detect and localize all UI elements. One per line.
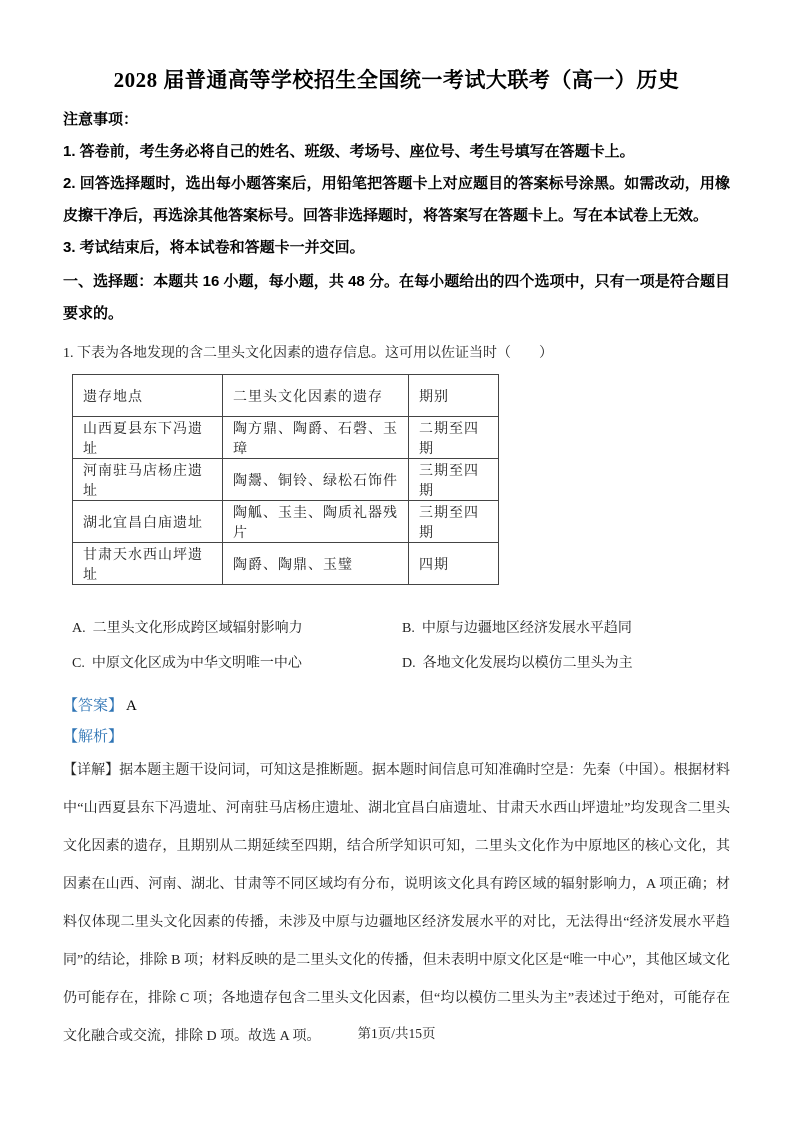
option-c [72, 652, 402, 676]
detail-paragraph [63, 752, 730, 1056]
option-a [72, 617, 402, 641]
table-row [73, 459, 499, 501]
answer-line [63, 694, 730, 718]
table-cell-relics: 陶方鼎、陶爵、石磬、玉璋 [223, 417, 409, 459]
notice-item-3: 3. 考试结束后，将本试卷和答题卡一并交回。 [63, 239, 365, 256]
detail-text: 据本题主题干设问词，可知这是推断题。据本题时间信息可知准确时空是：先秦（中国）。根据材料中“山西夏县东下冯遗址、河南驻马店杨庄遗址、湖北宜昌白庙遗址、甘肃天水西山坪遗址”均发现含二里头文化因素的遗存，且期别从二期延续至四期，结合所学知识可知，二里头文化作为中原地区的核心文化，其因素在山西、河南、湖北、甘肃等不同区域均有分布，说明该文化具有跨区域的辐射影响力，A 项正确；材料仅体现二里头文化因素的传播，未涉及中原与边疆地区经济发展水平的对比，无法得出“经济发展水平趋同”的结论，排除 B 项；材料反映的是二里头文化的传播，但未表明中原文化区是“唯一中心”，其他区域文化仍可能存在，排除 C 项；各地遗存包含二里头文化因素，但“均以模仿二里头为主”表述过于绝对，可能存在文化融合或交流，排除 D 项。故选 A 项。 [63, 763, 730, 1044]
option-a-text: 二里头文化形成跨区域辐射影响力 [92, 621, 303, 636]
option-b [402, 617, 730, 641]
analysis-line [63, 725, 730, 749]
table-header-relics: 二里头文化因素的遗存 [223, 375, 409, 417]
option-b-label: B. [402, 621, 415, 636]
table-cell-site: 湖北宜昌白庙遗址 [73, 501, 223, 543]
question-stem: 1. 下表为各地发现的含二里头文化因素的遗存信息。这可用以佐证当时（ ） [63, 346, 553, 361]
notice-item-1: 1. 答卷前，考生务必将自己的姓名、班级、考场号、座位号、考生号填写在答题卡上。 [63, 143, 635, 160]
table-row [73, 501, 499, 543]
option-c-text: 中原文化区成为中华文明唯一中心 [91, 656, 302, 671]
section-header: 一、选择题：本题共 16 小题，每小题，共 48 分。在每小题给出的四个选项中，只有一项是符合题目要求的。 [63, 273, 730, 322]
table-cell-period: 三期至四期 [409, 459, 499, 501]
notice-item-2: 2. 回答选择题时，选出每小题答案后，用铅笔把答题卡上对应题目的答案标号涂黑。如需改动，用橡皮擦干净后，再选涂其他答案标号。回答非选择题时，将答案写在答题卡上。写在本试卷上无效。 [63, 175, 730, 224]
table-cell-site: 山西夏县东下冯遗址 [73, 417, 223, 459]
table-cell-relics: 陶鬶、铜铃、绿松石饰件 [223, 459, 409, 501]
table-header-period: 期别 [409, 375, 499, 417]
page-number-footer: 第1页/共15页 [357, 1026, 436, 1041]
table-row [73, 417, 499, 459]
option-a-label: A. [72, 621, 86, 636]
question-table [72, 374, 499, 585]
table-cell-relics: 陶爵、陶鼎、玉璧 [223, 543, 409, 585]
table-row [73, 543, 499, 585]
option-c-label: C. [72, 656, 85, 671]
table-cell-site: 甘肃天水西山坪遗址 [73, 543, 223, 585]
answer-tag: 【答案】 [63, 698, 124, 714]
options-group [72, 617, 730, 676]
table-header-row [73, 375, 499, 417]
answer-value: A [126, 698, 137, 714]
option-d-label: D. [402, 656, 416, 671]
notice-heading: 注意事项： [63, 111, 139, 128]
table-header-site: 遗存地点 [73, 375, 223, 417]
analysis-tag: 【解析】 [63, 729, 124, 745]
table-cell-period: 二期至四期 [409, 417, 499, 459]
option-d-text: 各地文化发展均以模仿二里头为主 [422, 656, 633, 671]
table-cell-relics: 陶觚、玉圭、陶质礼器残片 [223, 501, 409, 543]
option-d [402, 652, 730, 676]
option-b-text: 中原与边疆地区经济发展水平趋同 [421, 621, 632, 636]
notice-section [63, 104, 730, 264]
page-title: 2028 届普通高等学校招生全国统一考试大联考（高一）历史 [113, 68, 680, 92]
table-cell-period: 三期至四期 [409, 501, 499, 543]
table-cell-site: 河南驻马店杨庄遗址 [73, 459, 223, 501]
detail-tag: 【详解】 [63, 763, 120, 778]
table-cell-period: 四期 [409, 543, 499, 585]
